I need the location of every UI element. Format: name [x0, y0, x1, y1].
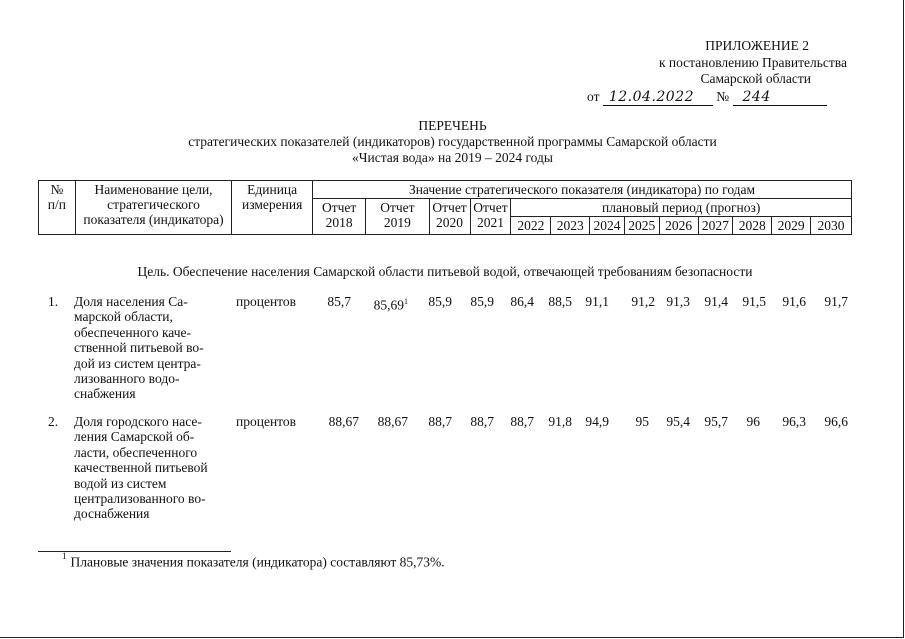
value-2023: 91,8: [548, 414, 572, 429]
indicators-table-header: [38, 180, 852, 235]
handwritten-date: 12.04.2022: [603, 89, 713, 107]
value-2022: 86,4: [510, 294, 534, 309]
value-2018: 88,67: [328, 414, 359, 429]
unit-cell: процентов: [236, 414, 297, 429]
header-plan-period: плановый период (прогноз): [511, 199, 852, 217]
header-year-2026: 2026: [659, 217, 698, 235]
unit-cell: процентов: [236, 294, 297, 309]
footnote-mark: 1: [62, 551, 67, 561]
date-number-line: [587, 89, 847, 107]
footnote-ref: 1: [404, 297, 408, 306]
title-line-1: ПЕРЕЧЕНЬ: [418, 118, 487, 133]
number-prefix: №: [716, 88, 730, 104]
handwritten-number: 244: [733, 89, 827, 107]
header-values: Значение стратегического показателя (индикатора) по годам: [313, 181, 852, 199]
value-2021: 88,7: [470, 414, 494, 429]
header-year-2028: 2028: [733, 217, 772, 235]
value-2026: 91,3: [666, 294, 690, 309]
title-line-2: стратегических показателей (индикаторов) государственной программы Самарской области: [188, 134, 717, 149]
value-2019: 88,67: [377, 414, 408, 429]
value-2028: 91,5: [742, 294, 766, 309]
decree-label: к постановлению Правительства: [658, 54, 847, 70]
row-number: 2.: [48, 414, 59, 429]
value-2028: 96: [746, 414, 760, 429]
footnote: [62, 553, 445, 571]
header-report-2020: Отчет 2020: [429, 199, 470, 235]
footnote-text: Плановые значения показателя (индикатора) составляют 85,73%.: [70, 554, 445, 570]
header-report-2018: Отчет 2018: [313, 199, 366, 235]
document-title: [40, 118, 865, 166]
header-year-2025: 2025: [624, 217, 659, 235]
value-2030: 96,6: [824, 414, 848, 429]
header-report-2019: Отчет 2019: [366, 199, 429, 235]
header-year-2022: 2022: [511, 217, 551, 235]
header-num: № п/п: [39, 181, 76, 235]
value-2027: 91,4: [704, 294, 728, 309]
value-2030: 91,7: [824, 294, 848, 309]
header-year-2024: 2024: [590, 217, 625, 235]
value-2024: 91,1: [585, 294, 609, 309]
appendix-label: ПРИЛОЖЕНИЕ 2: [705, 38, 809, 53]
value-2025: 91,2: [631, 294, 655, 309]
title-line-3: «Чистая вода» на 2019 – 2024 годы: [352, 150, 553, 165]
goal-text: Цель. Обеспечение населения Самарской области питьевой водой, отвечающей требованиям безопасности: [137, 264, 753, 279]
value-2021: 85,9: [470, 294, 494, 309]
value-2020: 88,7: [428, 414, 452, 429]
header-unit: Единица измерения: [232, 181, 313, 235]
indicator-name: Доля населения Са- марской области, обеспеченного каче- ственной питьевой во- дой из систем центра- лизованного водо- снабжения: [74, 294, 204, 402]
header-name: Наименование цели, стратегического показателя (индикатора): [75, 181, 231, 235]
value-2026: 95,4: [666, 414, 690, 429]
header-year-2029: 2029: [772, 217, 811, 235]
region-label: Самарской области: [700, 71, 811, 86]
value-2029: 91,6: [782, 294, 806, 309]
value-2025: 95: [635, 414, 649, 429]
indicator-name: Доля городского насе- ления Самарской об- ласти, обеспеченного качественной питьевой водой из систем централизованного во- доснабжения: [74, 414, 208, 522]
header-year-2030: 2030: [811, 217, 852, 235]
value-2020: 85,9: [428, 294, 452, 309]
value-2019: 85,69$^1$: [373, 297, 408, 313]
value-2022: 88,7: [510, 414, 534, 429]
row-number: 1.: [48, 294, 59, 309]
value-2018: 85,7: [327, 294, 351, 309]
header-year-2027: 2027: [698, 217, 733, 235]
approval-block: [587, 38, 847, 106]
value-2023: 88,5: [548, 294, 572, 309]
date-prefix: от: [587, 88, 600, 104]
value-2027: 95,7: [704, 414, 728, 429]
value-2029: 96,3: [782, 414, 806, 429]
header-year-2023: 2023: [551, 217, 590, 235]
header-report-2021: Отчет 2021: [470, 199, 511, 235]
value-2024: 94,9: [585, 414, 609, 429]
